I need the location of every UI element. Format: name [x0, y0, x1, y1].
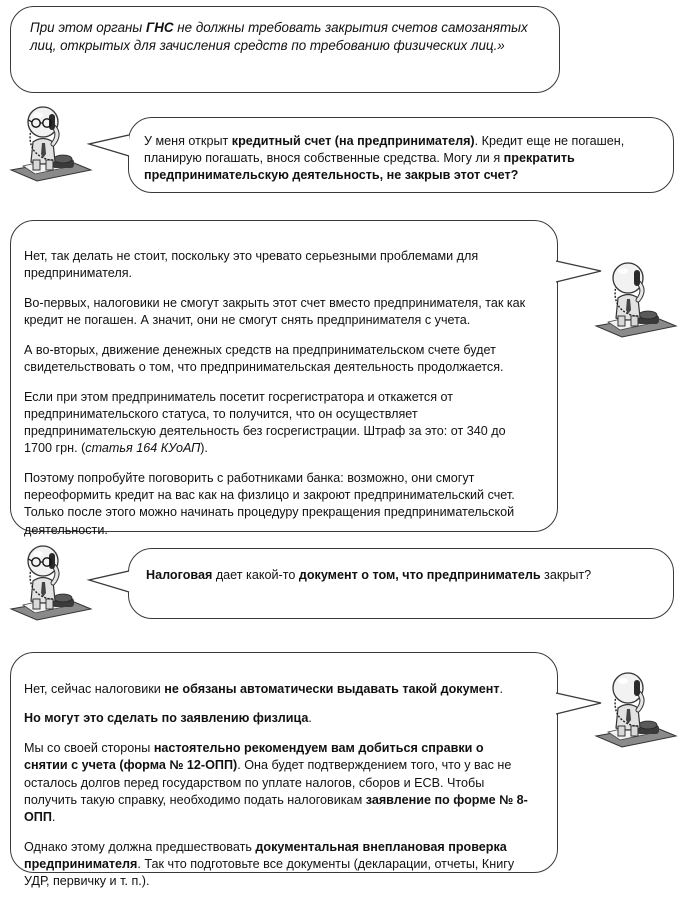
question-2-tail: [88, 568, 133, 598]
answer-2-para-2: Но могут это сделать по заявлению физлица.: [24, 711, 312, 726]
answer-2-text: [24, 668, 529, 903]
answer-2-para-4: Однако этому должна предшествовать документальная внеплановая проверка предпринимателя. Так что подготовьте все документы (декларации, отчеты, Книгу УДР, первичку и т. п.).: [24, 839, 515, 889]
answer-1-para-5: Поэтому попробуйте поговорить с работниками банка: возможно, они смогут переоформить кредит на вас как на физлицо и закроют предпринимательский счет. Только после этого можно начинать процедуру прекращения предпринимательской деятельности.: [24, 471, 515, 537]
consultant-figure-2: [590, 668, 680, 748]
person-on-phone-with-glasses-icon: [5, 541, 95, 621]
person-on-phone-icon: [590, 668, 680, 748]
answer-2-para-1: Нет, сейчас налоговики не обязаны автоматически выдавать такой документ.: [24, 681, 504, 696]
answer-1-text: [24, 235, 529, 551]
answer-1-para-2: Во-первых, налоговики не смогут закрыть этот счет вместо предпринимателя, так как кредит не погашен. А значит, они не смогут снять предпринимателя с учета.: [24, 295, 526, 327]
consultant-figure-1: [590, 258, 680, 338]
answer-2-para-3: Мы со своей стороны настоятельно рекомендуем вам добиться справки о снятии с учета (форма № 12-ОПП). Она будет подтверждением того, что у вас не осталось долгов перед государством по уплате налогов, сборов и ЕСВ. Чтобы получить такую справку, необходимо подать налоговикам заявление по форме № 8-ОПП.: [24, 741, 528, 824]
question-1-tail: [88, 132, 133, 162]
answer-1-para-1: Нет, так делать не стоит, поскольку это чревато серьезными проблемами для предпринимателя.: [24, 248, 479, 280]
question-2-text: Налоговая дает какой-то документ о том, что предприниматель закрыт?: [146, 568, 592, 582]
person-on-phone-icon: [590, 258, 680, 338]
asker-figure: [5, 102, 95, 182]
answer-1-para-4: Если при этом предприниматель посетит госрегистратора и откажется от предпринимательского статуса, то получится, что он осуществляет предпринимательскую деятельность без госрегистрации. Штраф за это: от 340 до 1700 грн. (статья 164 КУоАП).: [24, 389, 506, 456]
question-1-text: У меня открыт кредитный счет (на предпринимателя). Кредит еще не погашен, планирую погашать, внося собственные средства. Могу ли я прекратить предпринимательскую деятельность, не закрыв этот счет?: [144, 134, 625, 183]
person-on-phone-with-glasses-icon: [5, 102, 95, 182]
quote-text: При этом органы ГНС не должны требовать закрытия счетов самозанятых лиц, открытых для зачисления средств по требованию физических лиц.»: [30, 20, 528, 53]
asker-figure-2: [5, 541, 95, 621]
answer-1-para-3: А во-вторых, движение денежных средств на предпринимательском счете будет свидетельствовать о том, что предпринимательская деятельность продолжается.: [24, 342, 504, 374]
